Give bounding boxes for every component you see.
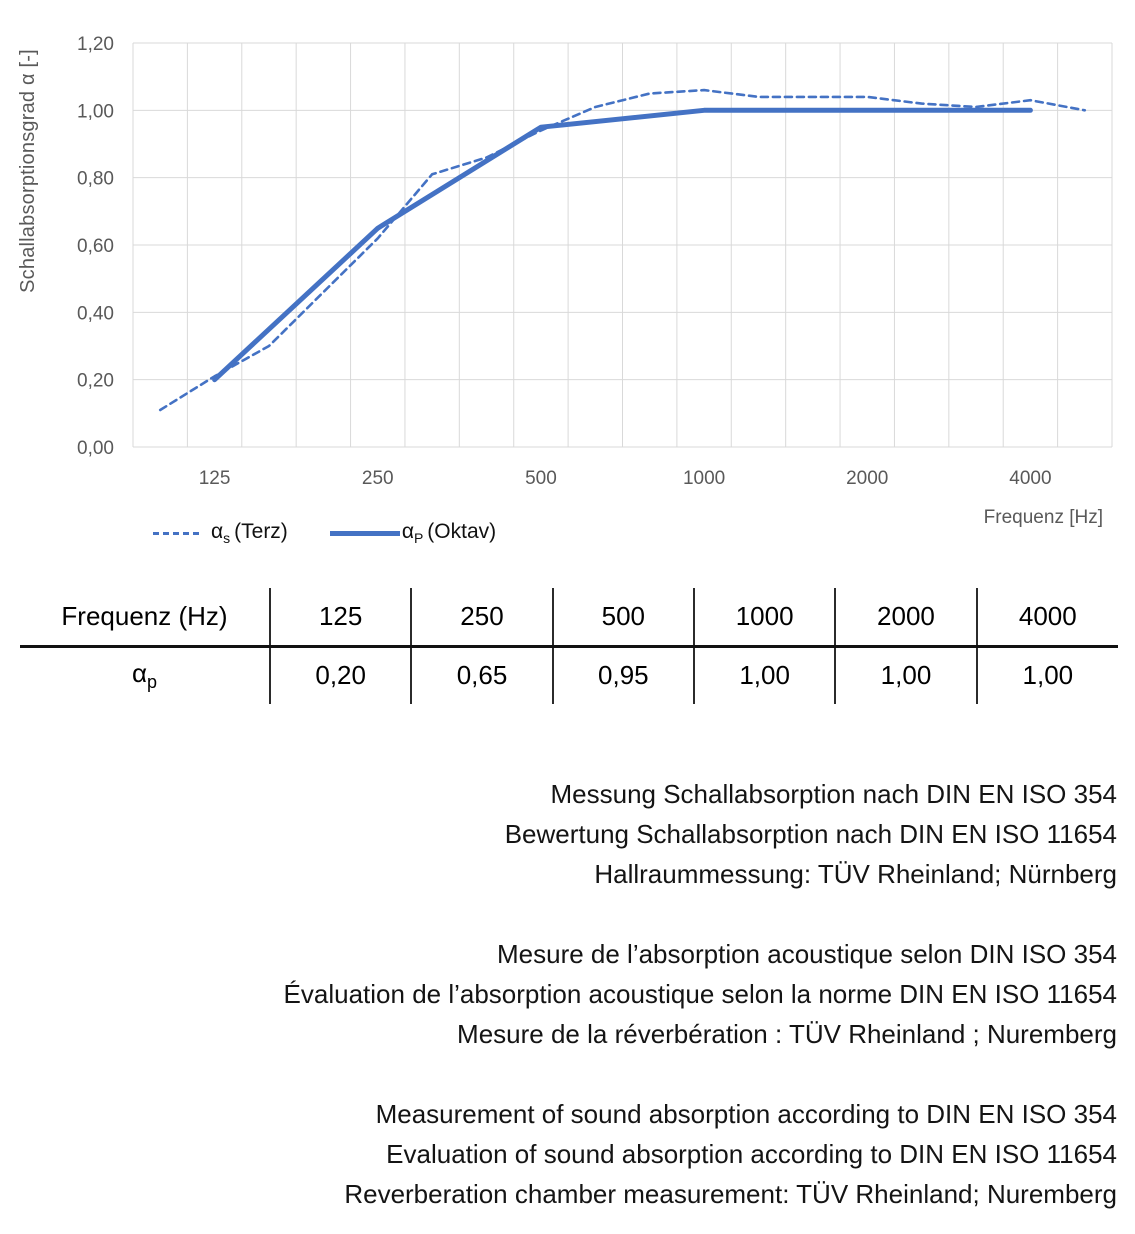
y-tick-label: 1,00 — [77, 101, 114, 123]
table-header-1000: 1000 — [694, 588, 835, 646]
y-tick-label: 1,20 — [77, 34, 114, 55]
chart-legend — [153, 516, 496, 550]
legend-label-oktav: $\alpha_P$ (Oktav) — [401, 520, 497, 546]
note-french-line2: Évaluation de l’absorption acoustique selon la norme DIN EN ISO 11654 — [283, 979, 1117, 1009]
x-tick-label: 2000 — [846, 468, 889, 489]
table-row-label-alpha-p: $\alpha_p$ — [131, 658, 158, 693]
note-german-line3: Hallraummessung: TÜV Rheinland; Nürnberg — [594, 859, 1117, 889]
note-german-line1: Messung Schallabsorption nach DIN EN ISO 354 — [550, 779, 1117, 809]
table-value-250: 0,65 — [411, 646, 552, 704]
table-header-2000: 2000 — [835, 588, 976, 646]
note-english-line3: Reverberation chamber measurement: TÜV Rheinland; Nuremberg — [344, 1179, 1117, 1209]
table-header-125: 125 — [270, 588, 411, 646]
table-header-500: 500 — [553, 588, 694, 646]
legend-dashed-line-swatch — [153, 532, 203, 535]
table-value-1000: 1,00 — [694, 646, 835, 704]
note-german — [0, 774, 1117, 894]
table-value-500: 0,95 — [553, 646, 694, 704]
y-axis-title: Schallabsorptionsgrad α [-] — [17, 49, 39, 293]
note-french-line1: Mesure de l’absorption acoustique selon DIN ISO 354 — [496, 939, 1117, 969]
absorption-chart — [0, 0, 1135, 560]
x-tick-label: 125 — [198, 468, 231, 489]
x-axis-title: Frequenz [Hz] — [983, 507, 1103, 528]
x-axis-tick-labels — [199, 468, 1052, 489]
y-tick-label: 0,40 — [77, 303, 114, 325]
table-value-4000: 1,00 — [977, 646, 1118, 704]
legend-solid-line-swatch — [330, 531, 400, 536]
table-header-frequency: Frequenz (Hz) — [20, 588, 270, 646]
note-german-line2: Bewertung Schallabsorption nach DIN EN ISO 11654 — [504, 819, 1117, 849]
y-tick-label: 0,60 — [77, 236, 114, 257]
x-tick-label: 4000 — [1009, 468, 1052, 489]
note-english — [0, 1094, 1117, 1214]
legend-label-terz: $\alpha_s$ (Terz) — [211, 520, 288, 546]
note-french-line3: Mesure de la réverbération : TÜV Rheinland ; Nuremberg — [457, 1019, 1117, 1049]
chart-canvas — [0, 0, 1135, 560]
note-blocks — [0, 774, 1135, 1214]
gridlines — [133, 43, 1112, 447]
y-tick-label: 0,00 — [77, 438, 114, 459]
y-tick-label: 0,80 — [77, 168, 114, 190]
table-header-250: 250 — [411, 588, 552, 646]
x-tick-label: 1000 — [682, 468, 726, 489]
absorption-table — [20, 588, 1118, 704]
table-header-4000: 4000 — [977, 588, 1118, 646]
table-value-125: 0,20 — [270, 646, 411, 704]
note-english-line2: Evaluation of sound absorption according to DIN EN ISO 11654 — [386, 1139, 1117, 1169]
y-axis-tick-labels — [77, 34, 114, 459]
note-english-line1: Measurement of sound absorption according to DIN EN ISO 354 — [375, 1099, 1117, 1129]
x-tick-label: 500 — [525, 468, 557, 489]
y-tick-label: 0,20 — [77, 370, 114, 392]
table-header-row — [20, 588, 1118, 646]
x-tick-label: 250 — [361, 468, 394, 489]
note-french — [0, 934, 1117, 1054]
table-value-row — [20, 646, 1118, 704]
table-value-2000: 1,00 — [835, 646, 976, 704]
